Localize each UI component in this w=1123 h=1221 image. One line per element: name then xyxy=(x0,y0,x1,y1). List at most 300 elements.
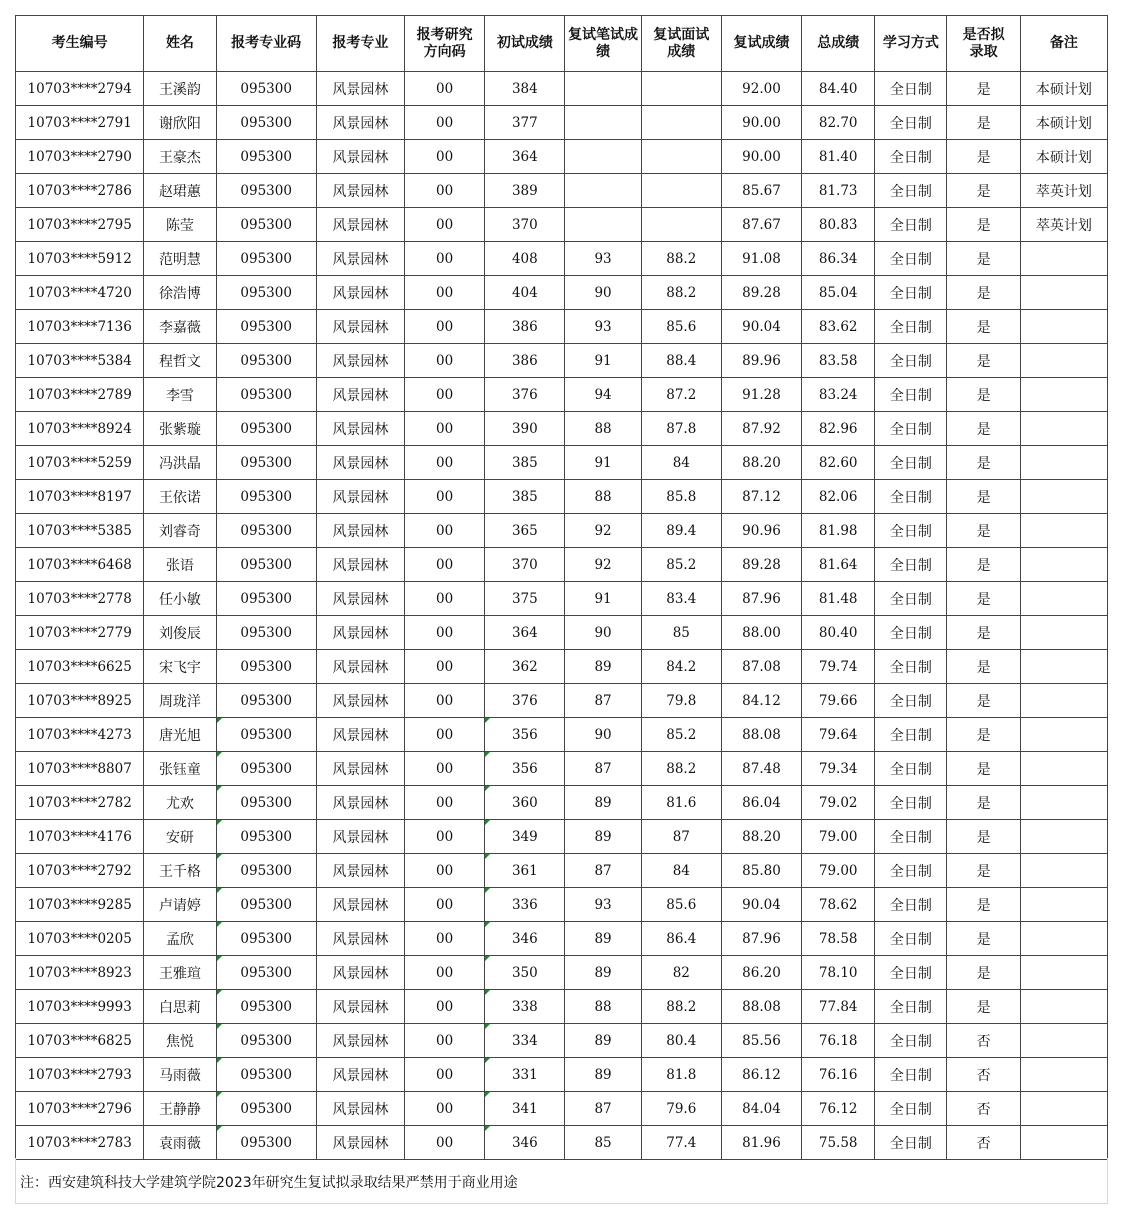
cell-study-mode: 全日制 xyxy=(875,344,947,378)
cell-interview-score: 88.4 xyxy=(641,344,721,378)
cell-major-code: 095300 xyxy=(216,854,316,888)
cell-interview-score: 85.2 xyxy=(641,548,721,582)
cell-study-mode: 全日制 xyxy=(875,922,947,956)
cell-direction-code: 00 xyxy=(405,1092,485,1126)
cell-total-score: 86.34 xyxy=(802,242,875,276)
cell-written-retest-score: 92 xyxy=(565,514,641,548)
table-row xyxy=(16,412,1108,446)
cell-admission-status: 是 xyxy=(947,140,1020,174)
cell-total-score: 80.83 xyxy=(802,208,875,242)
cell-candidate-id: 10703****6468 xyxy=(16,548,144,582)
cell-name: 范明慧 xyxy=(144,242,216,276)
cell-written-retest-score: 89 xyxy=(565,1024,641,1058)
cell-direction-code: 00 xyxy=(405,140,485,174)
cell-written-retest-score: 89 xyxy=(565,922,641,956)
cell-name: 冯洪晶 xyxy=(144,446,216,480)
cell-total-score: 79.02 xyxy=(802,786,875,820)
cell-candidate-id: 10703****8924 xyxy=(16,412,144,446)
cell-name: 宋飞宇 xyxy=(144,650,216,684)
table-row xyxy=(16,480,1108,514)
cell-study-mode: 全日制 xyxy=(875,820,947,854)
cell-study-mode: 全日制 xyxy=(875,684,947,718)
cell-initial-score: 350 xyxy=(485,956,565,990)
table-row xyxy=(16,72,1108,106)
cell-retest-score: 87.96 xyxy=(721,922,801,956)
header-study-mode: 学习方式 xyxy=(875,16,947,72)
cell-remarks xyxy=(1020,310,1107,344)
cell-direction-code: 00 xyxy=(405,1058,485,1092)
cell-written-retest-score xyxy=(565,140,641,174)
cell-name: 王豪杰 xyxy=(144,140,216,174)
cell-major-code: 095300 xyxy=(216,718,316,752)
cell-retest-score: 85.67 xyxy=(721,174,801,208)
cell-study-mode: 全日制 xyxy=(875,412,947,446)
cell-interview-score: 82 xyxy=(641,956,721,990)
cell-initial-score: 404 xyxy=(485,276,565,310)
cell-direction-code: 00 xyxy=(405,752,485,786)
cell-retest-score: 89.28 xyxy=(721,276,801,310)
cell-retest-score: 89.96 xyxy=(721,344,801,378)
cell-candidate-id: 10703****2779 xyxy=(16,616,144,650)
cell-remarks xyxy=(1020,616,1107,650)
table-row xyxy=(16,854,1108,888)
cell-direction-code: 00 xyxy=(405,106,485,140)
cell-admission-status: 是 xyxy=(947,582,1020,616)
cell-study-mode: 全日制 xyxy=(875,718,947,752)
cell-major-code: 095300 xyxy=(216,276,316,310)
cell-name: 周珑洋 xyxy=(144,684,216,718)
cell-candidate-id: 10703****5259 xyxy=(16,446,144,480)
cell-admission-status: 是 xyxy=(947,208,1020,242)
cell-written-retest-score xyxy=(565,174,641,208)
cell-interview-score: 88.2 xyxy=(641,990,721,1024)
cell-interview-score: 85.2 xyxy=(641,718,721,752)
cell-remarks xyxy=(1020,786,1107,820)
cell-major: 风景园林 xyxy=(316,820,404,854)
cell-remarks xyxy=(1020,820,1107,854)
header-major-code: 报考专业码 xyxy=(216,16,316,72)
cell-admission-status: 是 xyxy=(947,446,1020,480)
cell-major: 风景园林 xyxy=(316,378,404,412)
cell-direction-code: 00 xyxy=(405,412,485,446)
cell-written-retest-score: 93 xyxy=(565,310,641,344)
cell-initial-score: 331 xyxy=(485,1058,565,1092)
cell-admission-status: 是 xyxy=(947,752,1020,786)
cell-retest-score: 87.67 xyxy=(721,208,801,242)
cell-direction-code: 00 xyxy=(405,1024,485,1058)
cell-admission-status: 否 xyxy=(947,1058,1020,1092)
cell-remarks: 本硕计划 xyxy=(1020,72,1107,106)
cell-interview-score: 85.6 xyxy=(641,888,721,922)
cell-remarks xyxy=(1020,276,1107,310)
cell-interview-score: 85 xyxy=(641,616,721,650)
cell-initial-score: 361 xyxy=(485,854,565,888)
cell-initial-score: 349 xyxy=(485,820,565,854)
cell-major-code: 095300 xyxy=(216,72,316,106)
cell-total-score: 75.58 xyxy=(802,1126,875,1160)
header-interview-score: 复试面试成绩 xyxy=(641,16,721,72)
cell-interview-score: 77.4 xyxy=(641,1126,721,1160)
cell-admission-status: 是 xyxy=(947,786,1020,820)
cell-written-retest-score: 91 xyxy=(565,344,641,378)
cell-written-retest-score: 89 xyxy=(565,956,641,990)
cell-study-mode: 全日制 xyxy=(875,140,947,174)
cell-direction-code: 00 xyxy=(405,684,485,718)
cell-retest-score: 89.28 xyxy=(721,548,801,582)
cell-study-mode: 全日制 xyxy=(875,276,947,310)
table-row xyxy=(16,106,1108,140)
cell-total-score: 82.06 xyxy=(802,480,875,514)
cell-candidate-id: 10703****5912 xyxy=(16,242,144,276)
cell-retest-score: 88.20 xyxy=(721,446,801,480)
cell-study-mode: 全日制 xyxy=(875,242,947,276)
cell-study-mode: 全日制 xyxy=(875,548,947,582)
cell-study-mode: 全日制 xyxy=(875,480,947,514)
cell-remarks xyxy=(1020,582,1107,616)
cell-initial-score: 370 xyxy=(485,548,565,582)
cell-admission-status: 否 xyxy=(947,1126,1020,1160)
cell-admission-status: 否 xyxy=(947,1024,1020,1058)
cell-written-retest-score: 90 xyxy=(565,276,641,310)
cell-study-mode: 全日制 xyxy=(875,854,947,888)
cell-candidate-id: 10703****2795 xyxy=(16,208,144,242)
cell-admission-status: 是 xyxy=(947,378,1020,412)
cell-major-code: 095300 xyxy=(216,446,316,480)
cell-initial-score: 356 xyxy=(485,752,565,786)
cell-initial-score: 364 xyxy=(485,140,565,174)
cell-name: 张紫璇 xyxy=(144,412,216,446)
cell-major: 风景园林 xyxy=(316,1058,404,1092)
cell-retest-score: 84.04 xyxy=(721,1092,801,1126)
cell-major: 风景园林 xyxy=(316,888,404,922)
cell-name: 王依诺 xyxy=(144,480,216,514)
cell-name: 赵珺蕙 xyxy=(144,174,216,208)
cell-interview-score: 81.8 xyxy=(641,1058,721,1092)
cell-major-code: 095300 xyxy=(216,1024,316,1058)
cell-major-code: 095300 xyxy=(216,514,316,548)
cell-major: 风景园林 xyxy=(316,718,404,752)
cell-major: 风景园林 xyxy=(316,480,404,514)
cell-direction-code: 00 xyxy=(405,990,485,1024)
table-row xyxy=(16,752,1108,786)
cell-major: 风景园林 xyxy=(316,140,404,174)
cell-major-code: 095300 xyxy=(216,378,316,412)
cell-retest-score: 85.80 xyxy=(721,854,801,888)
header-retest-score: 复试成绩 xyxy=(721,16,801,72)
cell-direction-code: 00 xyxy=(405,582,485,616)
cell-initial-score: 336 xyxy=(485,888,565,922)
cell-written-retest-score: 88 xyxy=(565,412,641,446)
cell-total-score: 79.74 xyxy=(802,650,875,684)
cell-name: 孟欣 xyxy=(144,922,216,956)
cell-remarks xyxy=(1020,684,1107,718)
cell-retest-score: 90.00 xyxy=(721,140,801,174)
cell-initial-score: 362 xyxy=(485,650,565,684)
cell-remarks xyxy=(1020,956,1107,990)
cell-candidate-id: 10703****8197 xyxy=(16,480,144,514)
cell-candidate-id: 10703****0205 xyxy=(16,922,144,956)
cell-name: 刘睿奇 xyxy=(144,514,216,548)
cell-remarks xyxy=(1020,990,1107,1024)
cell-remarks xyxy=(1020,1092,1107,1126)
cell-admission-status: 是 xyxy=(947,650,1020,684)
cell-total-score: 81.40 xyxy=(802,140,875,174)
header-admission-status: 是否拟录取 xyxy=(947,16,1020,72)
table-row xyxy=(16,140,1108,174)
cell-written-retest-score: 88 xyxy=(565,480,641,514)
cell-interview-score: 87.8 xyxy=(641,412,721,446)
cell-written-retest-score: 89 xyxy=(565,1058,641,1092)
header-name: 姓名 xyxy=(144,16,216,72)
cell-major: 风景园林 xyxy=(316,412,404,446)
cell-total-score: 79.00 xyxy=(802,820,875,854)
cell-retest-score: 87.92 xyxy=(721,412,801,446)
cell-major: 风景园林 xyxy=(316,242,404,276)
cell-study-mode: 全日制 xyxy=(875,514,947,548)
cell-candidate-id: 10703****5385 xyxy=(16,514,144,548)
cell-written-retest-score: 89 xyxy=(565,820,641,854)
cell-admission-status: 是 xyxy=(947,956,1020,990)
cell-name: 焦悦 xyxy=(144,1024,216,1058)
cell-major: 风景园林 xyxy=(316,446,404,480)
cell-major: 风景园林 xyxy=(316,106,404,140)
cell-major: 风景园林 xyxy=(316,752,404,786)
table-row xyxy=(16,1058,1108,1092)
cell-admission-status: 是 xyxy=(947,242,1020,276)
cell-admission-status: 是 xyxy=(947,548,1020,582)
cell-direction-code: 00 xyxy=(405,922,485,956)
cell-admission-status: 是 xyxy=(947,276,1020,310)
table-row xyxy=(16,582,1108,616)
cell-admission-status: 是 xyxy=(947,72,1020,106)
cell-major-code: 095300 xyxy=(216,582,316,616)
cell-total-score: 83.62 xyxy=(802,310,875,344)
cell-name: 李雪 xyxy=(144,378,216,412)
cell-direction-code: 00 xyxy=(405,820,485,854)
table-row xyxy=(16,446,1108,480)
table-row xyxy=(16,820,1108,854)
cell-total-score: 78.10 xyxy=(802,956,875,990)
table-row xyxy=(16,650,1108,684)
cell-written-retest-score: 91 xyxy=(565,446,641,480)
cell-interview-score: 89.4 xyxy=(641,514,721,548)
table-row xyxy=(16,684,1108,718)
table-row xyxy=(16,888,1108,922)
cell-candidate-id: 10703****2793 xyxy=(16,1058,144,1092)
cell-major-code: 095300 xyxy=(216,106,316,140)
cell-major: 风景园林 xyxy=(316,990,404,1024)
cell-admission-status: 是 xyxy=(947,854,1020,888)
cell-written-retest-score: 90 xyxy=(565,616,641,650)
cell-name: 白思莉 xyxy=(144,990,216,1024)
cell-remarks xyxy=(1020,718,1107,752)
cell-major-code: 095300 xyxy=(216,752,316,786)
cell-name: 卢请婷 xyxy=(144,888,216,922)
cell-study-mode: 全日制 xyxy=(875,378,947,412)
cell-major: 风景园林 xyxy=(316,344,404,378)
cell-candidate-id: 10703****2794 xyxy=(16,72,144,106)
cell-initial-score: 338 xyxy=(485,990,565,1024)
cell-major-code: 095300 xyxy=(216,548,316,582)
cell-initial-score: 356 xyxy=(485,718,565,752)
cell-name: 谢欣阳 xyxy=(144,106,216,140)
table-row xyxy=(16,208,1108,242)
cell-direction-code: 00 xyxy=(405,786,485,820)
cell-candidate-id: 10703****8925 xyxy=(16,684,144,718)
cell-study-mode: 全日制 xyxy=(875,956,947,990)
cell-remarks xyxy=(1020,514,1107,548)
cell-study-mode: 全日制 xyxy=(875,208,947,242)
cell-interview-score: 84 xyxy=(641,854,721,888)
cell-interview-score xyxy=(641,174,721,208)
cell-name: 马雨薇 xyxy=(144,1058,216,1092)
cell-interview-score: 85.8 xyxy=(641,480,721,514)
table-row xyxy=(16,344,1108,378)
cell-interview-score: 87 xyxy=(641,820,721,854)
cell-major: 风景园林 xyxy=(316,208,404,242)
cell-written-retest-score: 88 xyxy=(565,990,641,1024)
header-remarks: 备注 xyxy=(1020,16,1107,72)
cell-initial-score: 360 xyxy=(485,786,565,820)
cell-written-retest-score: 93 xyxy=(565,242,641,276)
cell-major-code: 095300 xyxy=(216,684,316,718)
cell-initial-score: 385 xyxy=(485,446,565,480)
cell-remarks xyxy=(1020,888,1107,922)
cell-initial-score: 390 xyxy=(485,412,565,446)
cell-major-code: 095300 xyxy=(216,1092,316,1126)
cell-major-code: 095300 xyxy=(216,990,316,1024)
cell-retest-score: 92.00 xyxy=(721,72,801,106)
cell-interview-score: 85.6 xyxy=(641,310,721,344)
cell-written-retest-score: 93 xyxy=(565,888,641,922)
cell-retest-score: 85.56 xyxy=(721,1024,801,1058)
cell-admission-status: 是 xyxy=(947,480,1020,514)
cell-name: 安研 xyxy=(144,820,216,854)
cell-interview-score xyxy=(641,140,721,174)
cell-admission-status: 是 xyxy=(947,616,1020,650)
cell-total-score: 79.66 xyxy=(802,684,875,718)
cell-admission-status: 是 xyxy=(947,888,1020,922)
cell-name: 李嘉薇 xyxy=(144,310,216,344)
cell-study-mode: 全日制 xyxy=(875,650,947,684)
table-row xyxy=(16,514,1108,548)
cell-major: 风景园林 xyxy=(316,684,404,718)
cell-candidate-id: 10703****8807 xyxy=(16,752,144,786)
cell-total-score: 78.62 xyxy=(802,888,875,922)
cell-name: 唐光旭 xyxy=(144,718,216,752)
cell-retest-score: 91.08 xyxy=(721,242,801,276)
cell-retest-score: 87.12 xyxy=(721,480,801,514)
cell-written-retest-score xyxy=(565,208,641,242)
cell-candidate-id: 10703****9993 xyxy=(16,990,144,1024)
cell-name: 徐浩博 xyxy=(144,276,216,310)
cell-name: 陈莹 xyxy=(144,208,216,242)
cell-major: 风景园林 xyxy=(316,1092,404,1126)
cell-study-mode: 全日制 xyxy=(875,786,947,820)
table-row xyxy=(16,1126,1108,1160)
cell-initial-score: 386 xyxy=(485,344,565,378)
cell-total-score: 85.04 xyxy=(802,276,875,310)
cell-interview-score: 86.4 xyxy=(641,922,721,956)
cell-remarks xyxy=(1020,922,1107,956)
cell-major: 风景园林 xyxy=(316,276,404,310)
cell-direction-code: 00 xyxy=(405,854,485,888)
cell-initial-score: 364 xyxy=(485,616,565,650)
cell-initial-score: 376 xyxy=(485,378,565,412)
cell-total-score: 81.73 xyxy=(802,174,875,208)
cell-interview-score: 79.6 xyxy=(641,1092,721,1126)
cell-total-score: 83.24 xyxy=(802,378,875,412)
cell-candidate-id: 10703****6825 xyxy=(16,1024,144,1058)
cell-retest-score: 90.04 xyxy=(721,888,801,922)
cell-retest-score: 86.20 xyxy=(721,956,801,990)
cell-remarks: 萃英计划 xyxy=(1020,174,1107,208)
cell-remarks xyxy=(1020,752,1107,786)
cell-interview-score: 88.2 xyxy=(641,752,721,786)
cell-admission-status: 是 xyxy=(947,344,1020,378)
cell-major: 风景园林 xyxy=(316,548,404,582)
cell-study-mode: 全日制 xyxy=(875,446,947,480)
cell-direction-code: 00 xyxy=(405,1126,485,1160)
cell-candidate-id: 10703****2790 xyxy=(16,140,144,174)
cell-interview-score: 81.6 xyxy=(641,786,721,820)
cell-direction-code: 00 xyxy=(405,718,485,752)
cell-total-score: 77.84 xyxy=(802,990,875,1024)
cell-direction-code: 00 xyxy=(405,344,485,378)
cell-initial-score: 389 xyxy=(485,174,565,208)
cell-major-code: 095300 xyxy=(216,616,316,650)
cell-name: 刘俊辰 xyxy=(144,616,216,650)
cell-remarks xyxy=(1020,1126,1107,1160)
cell-retest-score: 88.00 xyxy=(721,616,801,650)
cell-retest-score: 87.96 xyxy=(721,582,801,616)
cell-interview-score: 88.2 xyxy=(641,276,721,310)
cell-remarks: 萃英计划 xyxy=(1020,208,1107,242)
cell-candidate-id: 10703****5384 xyxy=(16,344,144,378)
table-header-row xyxy=(16,16,1108,72)
cell-major-code: 095300 xyxy=(216,888,316,922)
cell-interview-score: 84 xyxy=(641,446,721,480)
cell-major: 风景园林 xyxy=(316,310,404,344)
cell-major: 风景园林 xyxy=(316,514,404,548)
cell-name: 张钰童 xyxy=(144,752,216,786)
cell-written-retest-score: 92 xyxy=(565,548,641,582)
cell-name: 任小敏 xyxy=(144,582,216,616)
cell-initial-score: 341 xyxy=(485,1092,565,1126)
cell-admission-status: 是 xyxy=(947,310,1020,344)
cell-written-retest-score: 89 xyxy=(565,650,641,684)
cell-initial-score: 385 xyxy=(485,480,565,514)
cell-study-mode: 全日制 xyxy=(875,72,947,106)
cell-candidate-id: 10703****2778 xyxy=(16,582,144,616)
cell-retest-score: 86.12 xyxy=(721,1058,801,1092)
cell-direction-code: 00 xyxy=(405,548,485,582)
cell-direction-code: 00 xyxy=(405,650,485,684)
cell-written-retest-score: 91 xyxy=(565,582,641,616)
cell-written-retest-score: 85 xyxy=(565,1126,641,1160)
cell-major-code: 095300 xyxy=(216,956,316,990)
cell-study-mode: 全日制 xyxy=(875,310,947,344)
cell-major-code: 095300 xyxy=(216,310,316,344)
cell-total-score: 76.18 xyxy=(802,1024,875,1058)
cell-interview-score xyxy=(641,106,721,140)
cell-retest-score: 87.08 xyxy=(721,650,801,684)
footer-note: 注：西安建筑科技大学建筑学院2023年研究生复试拟录取结果严禁用于商业用途 xyxy=(15,1158,1108,1204)
header-candidate-id: 考生编号 xyxy=(16,16,144,72)
cell-initial-score: 386 xyxy=(485,310,565,344)
cell-initial-score: 375 xyxy=(485,582,565,616)
cell-written-retest-score: 87 xyxy=(565,684,641,718)
